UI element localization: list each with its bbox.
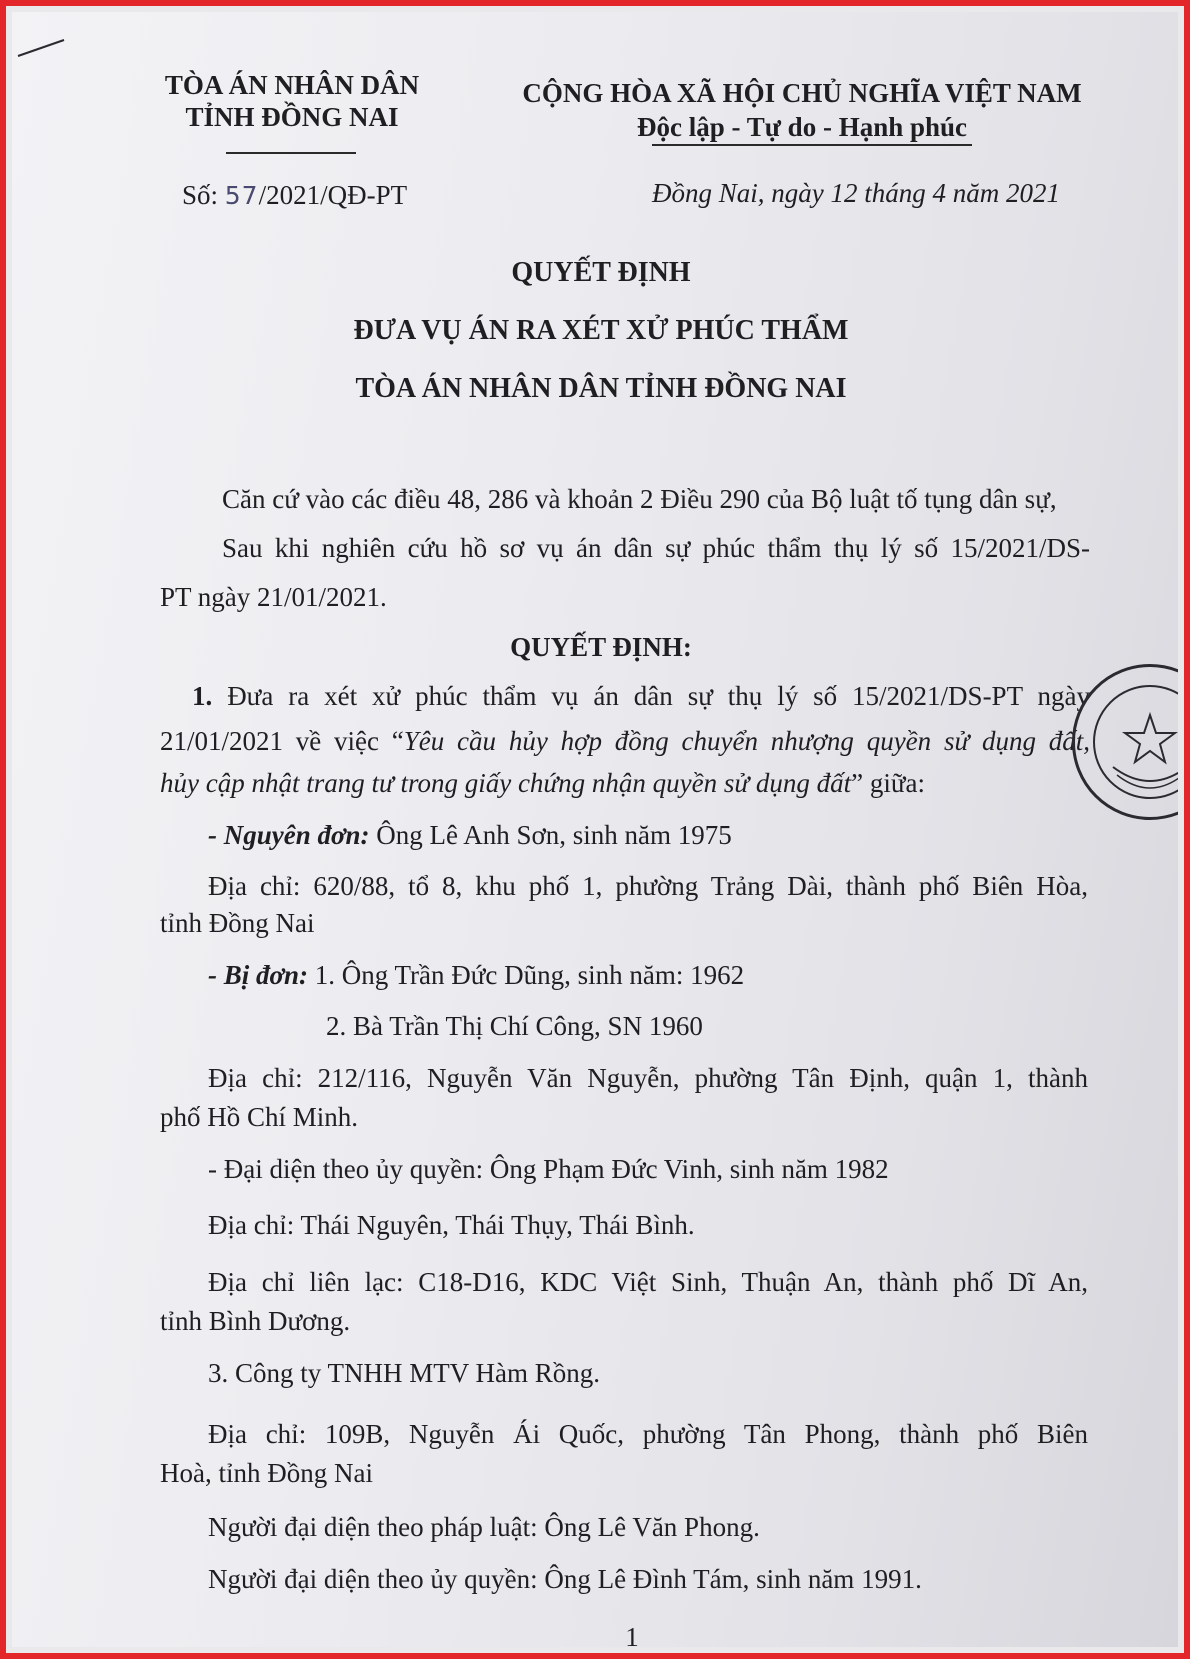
company-address-2: Hoà, tỉnh Đồng Nai <box>160 1458 373 1488</box>
plaintiff-address-1: Địa chỉ: 620/88, tổ 8, khu phố 1, phường Trảng Dài, thành phố Biên Hòa, <box>208 871 1088 901</box>
document-number: Số: 57/2021/QĐ-PT <box>182 180 408 210</box>
plaintiff-address-2: tỉnh Đồng Nai <box>160 908 315 938</box>
company-name: 3. Công ty TNHH MTV Hàm Rồng. <box>208 1358 601 1388</box>
nation-motto: Độc lập - Tự do - Hạnh phúc <box>636 112 968 142</box>
star-seal-icon <box>1075 667 1178 817</box>
court-name-line1: TÒA ÁN NHÂN DÂN <box>164 70 420 100</box>
contact-address-2: tỉnh Bình Dương. <box>160 1306 351 1336</box>
defendant-address-1: Địa chỉ: 212/116, Nguyễn Văn Nguyễn, phường Tân Định, quận 1, thành <box>208 1063 1088 1093</box>
defendant-2: 2. Bà Trần Thị Chí Công, SN 1960 <box>326 1011 703 1041</box>
motto-underline <box>652 144 972 146</box>
nation-title: CỘNG HÒA XÃ HỘI CHỦ NGHĨA VIỆT NAM <box>522 78 1082 108</box>
legal-representative: Người đại diện theo pháp luật: Ông Lê Văn Phong. <box>208 1512 760 1542</box>
item1-line-2: 21/01/2021 về việc “Yêu cầu hủy hợp đồng chuyển nhượng quyền sử dụng đất, <box>160 726 1090 756</box>
court-name-line2: TỈNH ĐỒNG NAI <box>185 102 399 132</box>
decision-heading: QUYẾT ĐỊNH: <box>510 632 692 662</box>
company-address-1: Địa chỉ: 109B, Nguyễn Ái Quốc, phường Tân Phong, thành phố Biên <box>208 1419 1088 1449</box>
item1-line-1: 1. Đưa ra xét xử phúc thẩm vụ án dân sự thụ lý số 15/2021/DS-PT ngày <box>192 681 1090 711</box>
plaintiff: - Nguyên đơn: Ông Lê Anh Sơn, sinh năm 1975 <box>208 820 732 850</box>
defendant-1: - Bị đơn: 1. Ông Trần Đức Dũng, sinh năm: 1962 <box>208 960 745 990</box>
contact-address-1: Địa chỉ liên lạc: C18-D16, KDC Việt Sinh, Thuận An, thành phố Dĩ An, <box>208 1267 1088 1297</box>
defendant-address-2: phố Hồ Chí Minh. <box>160 1102 359 1132</box>
representative-address: Địa chỉ: Thái Nguyên, Thái Thụy, Thái Bình. <box>208 1210 695 1240</box>
pen-mark <box>16 34 68 64</box>
title-court: TÒA ÁN NHÂN DÂN TỈNH ĐỒNG NAI <box>355 373 847 404</box>
legal-basis: Căn cứ vào các điều 48, 286 và khoản 2 Điều 290 của Bộ luật tố tụng dân sự, <box>222 484 1057 514</box>
study-line-2: PT ngày 21/01/2021. <box>160 582 387 612</box>
authorized-representative: - Đại diện theo ủy quyền: Ông Phạm Đức Vinh, sinh năm 1982 <box>208 1154 889 1184</box>
handwritten-number: 57 <box>224 181 259 210</box>
place-date: Đồng Nai, ngày 12 tháng 4 năm 2021 <box>652 178 1060 208</box>
page-number: 1 <box>625 1622 639 1647</box>
title-subject: ĐƯA VỤ ÁN RA XÉT XỬ PHÚC THẨM <box>353 315 849 346</box>
court-underline <box>226 152 356 154</box>
document-page <box>12 12 1178 1647</box>
item1-line-3: hủy cập nhật trang tư trong giấy chứng nhận quyền sử dụng đất” giữa: <box>160 768 925 798</box>
study-line-1: Sau khi nghiên cứu hồ sơ vụ án dân sự phúc thẩm thụ lý số 15/2021/DS- <box>222 533 1090 563</box>
court-seal <box>1072 664 1178 820</box>
title-decision: QUYẾT ĐỊNH <box>511 257 691 288</box>
authorized-representative-company: Người đại diện theo ủy quyền: Ông Lê Đình Tám, sinh năm 1991. <box>208 1564 922 1594</box>
